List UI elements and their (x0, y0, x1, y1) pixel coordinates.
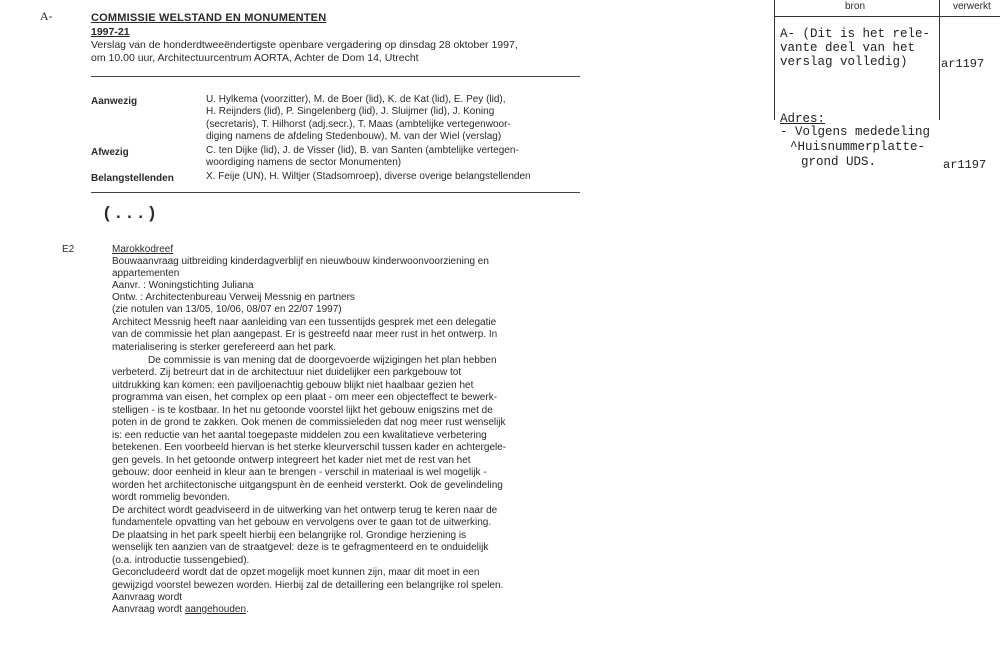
item-line: (o.a. introductie tussengebied). (112, 555, 250, 566)
omission-ellipsis: (...) (102, 205, 159, 224)
item-line: (zie notulen van 13/05, 10/06, 08/07 en 22/07 1997) (112, 304, 342, 315)
item-line: De commissie is van mening dat de doorgevoerde wijzigingen het plan hebben (148, 355, 497, 366)
margin-note-line: ^Huisnummerplatte- (790, 140, 926, 154)
intro-line: Verslag van de honderdtweeëndertigste openbare vergadering op dinsdag 28 oktober 1997, (91, 39, 518, 51)
document-marker: A- (40, 9, 53, 23)
absent-label: Afwezig (91, 147, 129, 158)
item-final-line (112, 604, 249, 616)
margin-note-line: verslag volledig) (780, 55, 908, 69)
document-number: 1997-21 (91, 26, 130, 38)
item-code: E2 (62, 244, 75, 255)
item-line: De architect wordt geadviseerd in de uitwerking van het ontwerp terug te keren naar de (112, 505, 498, 516)
item-line: gebouw: door eenheid in kleur aan te brengen - verschil in materiaal is wel mogelijk - (112, 467, 487, 478)
item-line: fundamentele opvatting van het gebouw en vervolgens over te gaan tot de uitwerking. (112, 517, 492, 528)
present-line: H. Reijnders (lid), P. Singelenberg (lid), J. Sluijmer (lid), J. Koning (206, 106, 495, 117)
absent-line: woordiging namens de sector Monumenten) (206, 157, 402, 168)
absent-line: C. ten Dijke (lid), J. de Visser (lid), B. van Santen (ambtelijke vertegen- (206, 145, 519, 156)
header-divider (91, 76, 580, 77)
item-title: Marokkodreef (112, 244, 174, 255)
margin-reference: ar1197 (943, 158, 987, 172)
item-line: gewijzigd voorstel bewezen worden. Hierbij zal de detaillering een belangrijke rol spelen. (112, 580, 504, 591)
margin-reference: ar1197 (941, 57, 985, 71)
attendance-divider (91, 192, 580, 193)
intro-line: om 10.00 uur, Architectuurcentrum AORTA, Achter de Dom 14, Utrecht (91, 52, 419, 64)
margin-note-line: vante deel van het (780, 41, 916, 55)
present-line: U. Hylkema (voorzitter), M. de Boer (lid), K. de Kat (lid), E. Pey (lid), (206, 94, 506, 105)
item-line: verbeterd. Zij betreurt dat in de architectuur niet duidelijker een parkgebouw tot (112, 367, 462, 378)
item-decision: aangehouden (184, 604, 247, 615)
item-line: Ontw. : Architectenbureau Verweij Messnig en partners (112, 292, 355, 303)
margin-note-line: - Volgens mededeling (780, 125, 931, 139)
document-title: COMMISSIE WELSTAND EN MONUMENTEN (91, 12, 327, 24)
item-line: materialisering is sterker gerefereerd aan het park. (112, 342, 336, 353)
item-line: uitdrukking kan komen: een paviljoenachtig gebouw blijkt niet haalbaar gezien het (112, 380, 474, 391)
item-line: stelligen - is te kostbaar. In het nu getoonde voorstel lijkt het gebouw enigszins met de (112, 405, 493, 416)
column-header-verwerkt: verwerkt (953, 1, 991, 12)
stakeholders-line: X. Feije (UN), H. Wiltjer (Stadsomroep), diverse overige belangstellenden (206, 171, 531, 182)
item-line: programma van eisen, het complex op een plaat - om meer een objecteffect te bewerk- (112, 392, 498, 403)
item-line: gen gevels. In het getoonde ontwerp integreert het kader niet met de rest van het (112, 455, 471, 466)
item-line: Bouwaanvraag uitbreiding kinderdagverblijf en nieuwbouw kinderwoonvoorziening en (112, 256, 489, 267)
column-header-bron: bron (845, 1, 866, 12)
item-line: appartementen (112, 268, 180, 279)
table-left-border (774, 0, 775, 120)
item-line: van de commissie het plan aangepast. Er is gestreefd naar meer rust in het ontwerp. In (112, 329, 498, 340)
item-line: worden het architectonische uitgangspunt èn de eenheid versterkt. Ook de gevelindeling (112, 480, 503, 491)
item-line: poten in de grond te zakken. Ook menen de commissieleden dat nog meer rust wenselijk (112, 417, 506, 428)
table-header-rule (774, 16, 1000, 17)
item-line: wordt rommelig bevonden. (112, 492, 230, 503)
margin-note-line: A- (Dit is het rele- (780, 27, 931, 41)
present-label: Aanwezig (91, 96, 138, 107)
item-line: Geconcludeerd wordt dat de opzet mogelijk moet kunnen zijn, maar dit moet in een (112, 567, 480, 578)
table-column-divider (939, 0, 940, 120)
item-line: Aanvr. : Woningstichting Juliana (112, 280, 254, 291)
item-final-text: Aanvraag wordt (112, 604, 185, 615)
margin-note-line: grond UDS. (801, 155, 877, 169)
margin-note-heading: Adres: (780, 112, 826, 126)
item-line: is: een reductie van het aantal toegepaste middelen zou een kwalitatieve verbetering (112, 430, 487, 441)
item-line: Architect Messnig heeft naar aanleiding van een tussentijds gesprek met een delegatie (112, 317, 497, 328)
item-line: betekenen. Een voorbeeld hiervan is het sterke kleurverschil tussen kader en achtergele- (112, 442, 507, 453)
item-line: Aanvraag wordt (112, 592, 183, 603)
item-line: De plaatsing in het park speelt hierbij een belangrijke rol. Grondige herziening is (112, 530, 467, 541)
item-line: wenselijk ten aanzien van de straatgevel: deze is te gefragmenteerd en te onduidelijk (112, 542, 489, 553)
present-line: (secretaris), T. Hilhorst (adj.secr.), T. Maas (ambtelijke vertegenwoor- (206, 119, 511, 130)
item-final-period: . (246, 604, 249, 615)
stakeholders-label: Belangstellenden (91, 173, 174, 184)
present-line: diging namens de afdeling Stedenbouw), M. van der Wiel (verslag) (206, 131, 502, 142)
